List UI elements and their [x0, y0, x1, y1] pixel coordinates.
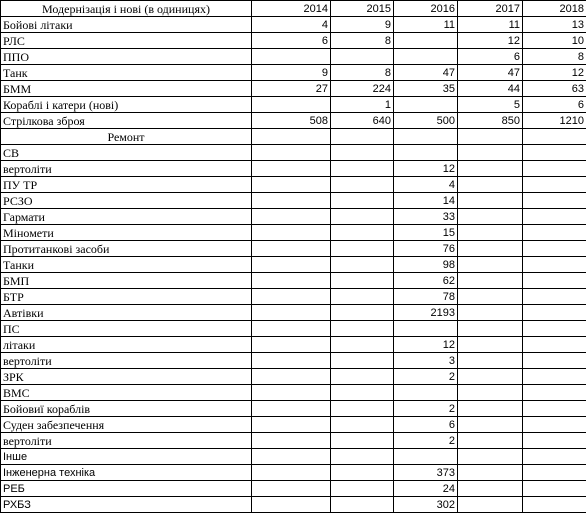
value-cell[interactable] [394, 449, 458, 465]
empty-cell[interactable] [458, 449, 523, 465]
empty-cell[interactable] [523, 481, 586, 497]
value-cell[interactable]: 33 [394, 209, 458, 225]
value-cell[interactable]: 11 [458, 17, 523, 33]
value-cell[interactable]: 508 [252, 113, 331, 129]
empty-cell[interactable] [331, 193, 394, 209]
value-cell[interactable]: 35 [394, 81, 458, 97]
empty-cell[interactable] [252, 353, 331, 369]
table-row [1, 81, 586, 97]
empty-cell[interactable] [523, 177, 586, 193]
row-label-cell[interactable]: БТР [1, 289, 252, 305]
empty-cell[interactable] [394, 129, 458, 145]
empty-cell[interactable] [458, 241, 523, 257]
value-cell[interactable]: 98 [394, 257, 458, 273]
table-row [1, 225, 586, 241]
empty-cell[interactable] [523, 433, 586, 449]
row-label-cell[interactable]: вертоліти [1, 433, 252, 449]
year-cell[interactable]: 2017 [458, 1, 523, 17]
empty-cell[interactable] [523, 145, 586, 161]
value-cell[interactable]: 373 [394, 465, 458, 481]
empty-cell[interactable] [458, 225, 523, 241]
value-cell[interactable]: 76 [394, 241, 458, 257]
empty-cell[interactable] [252, 369, 331, 385]
table-row [1, 289, 586, 305]
empty-cell[interactable] [331, 273, 394, 289]
empty-cell[interactable] [331, 353, 394, 369]
empty-cell[interactable] [523, 401, 586, 417]
empty-cell[interactable] [458, 289, 523, 305]
empty-cell[interactable] [458, 145, 523, 161]
empty-cell[interactable] [458, 465, 523, 481]
value-cell[interactable]: 1 [331, 97, 394, 113]
empty-cell[interactable] [523, 193, 586, 209]
value-cell[interactable]: 27 [252, 81, 331, 97]
value-cell[interactable]: 12 [394, 161, 458, 177]
empty-cell[interactable] [458, 177, 523, 193]
row-label-cell[interactable]: РЕБ [1, 481, 252, 497]
row-label-cell[interactable]: Інше [1, 449, 252, 465]
empty-cell[interactable] [523, 449, 586, 465]
empty-cell[interactable] [331, 321, 394, 337]
empty-cell[interactable] [252, 449, 331, 465]
table-row [1, 481, 586, 497]
value-cell[interactable] [394, 97, 458, 113]
value-cell[interactable]: 47 [458, 65, 523, 81]
row-label-cell[interactable]: ЗРК [1, 369, 252, 385]
empty-cell[interactable] [331, 369, 394, 385]
empty-cell[interactable] [331, 161, 394, 177]
empty-cell[interactable] [252, 321, 331, 337]
table-row [1, 161, 586, 177]
table-row [1, 417, 586, 433]
value-cell[interactable]: 8 [331, 65, 394, 81]
empty-cell[interactable] [252, 193, 331, 209]
empty-cell[interactable] [458, 273, 523, 289]
empty-cell[interactable] [252, 129, 331, 145]
empty-cell[interactable] [458, 385, 523, 401]
empty-cell[interactable] [523, 273, 586, 289]
empty-cell[interactable] [252, 161, 331, 177]
table-row [1, 385, 586, 401]
table-row [1, 449, 586, 465]
empty-cell[interactable] [458, 305, 523, 321]
value-cell[interactable]: 78 [394, 289, 458, 305]
year-cell[interactable]: 2015 [331, 1, 394, 17]
value-cell[interactable] [394, 145, 458, 161]
value-cell[interactable]: 12 [394, 337, 458, 353]
empty-cell[interactable] [252, 417, 331, 433]
empty-cell[interactable] [458, 417, 523, 433]
value-cell[interactable]: 850 [458, 113, 523, 129]
value-cell[interactable]: 63 [523, 81, 586, 97]
empty-cell[interactable] [523, 321, 586, 337]
value-cell[interactable]: 13 [523, 17, 586, 33]
empty-cell[interactable] [331, 305, 394, 321]
value-cell[interactable] [252, 49, 331, 65]
empty-cell[interactable] [331, 497, 394, 513]
row-label-cell[interactable]: БММ [1, 81, 252, 97]
table-row [1, 65, 586, 81]
row-label-cell[interactable]: Стрілкова зброя [1, 113, 252, 129]
row-label-cell[interactable]: РЛС [1, 33, 252, 49]
empty-cell[interactable] [458, 401, 523, 417]
value-cell[interactable]: 5 [458, 97, 523, 113]
value-cell[interactable]: 6 [523, 97, 586, 113]
empty-cell[interactable] [252, 497, 331, 513]
row-label-cell[interactable]: ПУ ТР [1, 177, 252, 193]
empty-cell[interactable] [523, 225, 586, 241]
table-row [1, 113, 586, 129]
value-cell[interactable]: 12 [458, 33, 523, 49]
table-row [1, 369, 586, 385]
value-cell[interactable]: 4 [252, 17, 331, 33]
value-cell[interactable]: 2 [394, 369, 458, 385]
value-cell[interactable]: 14 [394, 193, 458, 209]
empty-cell[interactable] [252, 273, 331, 289]
value-cell[interactable]: 47 [394, 65, 458, 81]
empty-cell[interactable] [331, 177, 394, 193]
empty-cell[interactable] [523, 257, 586, 273]
value-cell[interactable]: 3 [394, 353, 458, 369]
empty-cell[interactable] [523, 497, 586, 513]
table-row [1, 209, 586, 225]
spreadsheet-body [1, 1, 586, 513]
empty-cell[interactable] [252, 241, 331, 257]
row-label-cell[interactable]: Бойові літаки [1, 17, 252, 33]
value-cell[interactable] [394, 49, 458, 65]
empty-cell[interactable] [331, 465, 394, 481]
empty-cell[interactable] [252, 385, 331, 401]
row-label-cell[interactable]: вертоліти [1, 161, 252, 177]
value-cell[interactable]: 15 [394, 225, 458, 241]
value-cell[interactable]: 11 [394, 17, 458, 33]
empty-cell[interactable] [331, 433, 394, 449]
value-cell[interactable] [394, 385, 458, 401]
table-row [1, 497, 586, 513]
empty-cell[interactable] [252, 305, 331, 321]
empty-cell[interactable] [331, 129, 394, 145]
empty-cell[interactable] [523, 337, 586, 353]
empty-cell[interactable] [331, 209, 394, 225]
empty-cell[interactable] [458, 497, 523, 513]
value-cell[interactable]: 44 [458, 81, 523, 97]
empty-cell[interactable] [331, 257, 394, 273]
empty-cell[interactable] [252, 145, 331, 161]
empty-cell[interactable] [523, 465, 586, 481]
empty-cell[interactable] [523, 305, 586, 321]
empty-cell[interactable] [523, 129, 586, 145]
table-row [1, 241, 586, 257]
value-cell[interactable]: 640 [331, 113, 394, 129]
value-cell[interactable]: 9 [252, 65, 331, 81]
year-cell[interactable]: 2018 [523, 1, 586, 17]
empty-cell[interactable] [458, 337, 523, 353]
value-cell[interactable]: 6 [458, 49, 523, 65]
empty-cell[interactable] [331, 481, 394, 497]
row-label-cell[interactable]: Бойовиї кораблів [1, 401, 252, 417]
row-label-cell[interactable]: Інженерна техніка [1, 465, 252, 481]
value-cell[interactable]: 2 [394, 401, 458, 417]
value-cell[interactable] [331, 49, 394, 65]
empty-cell[interactable] [458, 433, 523, 449]
table-row [1, 97, 586, 113]
row-label-cell[interactable]: Міномети [1, 225, 252, 241]
table-row [1, 33, 586, 49]
row-label-cell[interactable]: Кораблі і катери (нові) [1, 97, 252, 113]
year-cell[interactable]: 2016 [394, 1, 458, 17]
empty-cell[interactable] [252, 177, 331, 193]
value-cell[interactable]: 1210 [523, 113, 586, 129]
row-label-cell[interactable]: Гармати [1, 209, 252, 225]
table-row [1, 433, 586, 449]
table-row [1, 257, 586, 273]
row-label-cell[interactable]: вертоліти [1, 353, 252, 369]
empty-cell[interactable] [331, 337, 394, 353]
table-row [1, 17, 586, 33]
table-row [1, 193, 586, 209]
repair-header-row [1, 129, 586, 145]
value-cell[interactable]: 2193 [394, 305, 458, 321]
empty-cell[interactable] [331, 385, 394, 401]
empty-cell[interactable] [331, 241, 394, 257]
empty-cell[interactable] [252, 289, 331, 305]
value-cell[interactable]: 8 [523, 49, 586, 65]
empty-cell[interactable] [252, 225, 331, 241]
table-row [1, 353, 586, 369]
value-cell[interactable]: 4 [394, 177, 458, 193]
table-row [1, 401, 586, 417]
table-row [1, 305, 586, 321]
value-cell[interactable]: 2 [394, 433, 458, 449]
empty-cell[interactable] [458, 257, 523, 273]
table-row [1, 145, 586, 161]
table-row [1, 273, 586, 289]
value-cell[interactable]: 302 [394, 497, 458, 513]
value-cell[interactable]: 224 [331, 81, 394, 97]
empty-cell[interactable] [458, 209, 523, 225]
value-cell[interactable]: 10 [523, 33, 586, 49]
empty-cell[interactable] [252, 337, 331, 353]
empty-cell[interactable] [523, 353, 586, 369]
empty-cell[interactable] [252, 209, 331, 225]
value-cell[interactable] [252, 97, 331, 113]
empty-cell[interactable] [523, 385, 586, 401]
table-row [1, 337, 586, 353]
table-row [1, 465, 586, 481]
value-cell[interactable] [394, 33, 458, 49]
table-row [1, 321, 586, 337]
header-row [1, 1, 586, 17]
empty-cell[interactable] [252, 401, 331, 417]
table-row [1, 49, 586, 65]
header-title-cell[interactable]: Модернізація і нові (в одиницях) [1, 1, 252, 17]
empty-cell[interactable] [458, 161, 523, 177]
empty-cell[interactable] [523, 417, 586, 433]
empty-cell[interactable] [331, 401, 394, 417]
empty-cell[interactable] [331, 449, 394, 465]
row-label-cell[interactable]: РХБЗ [1, 497, 252, 513]
row-label-cell[interactable]: БМП [1, 273, 252, 289]
row-label-cell[interactable]: Протитанкові засоби [1, 241, 252, 257]
year-cell[interactable]: 2014 [252, 1, 331, 17]
empty-cell[interactable] [331, 225, 394, 241]
empty-cell[interactable] [458, 369, 523, 385]
repair-header-cell[interactable]: Ремонт [1, 129, 252, 145]
empty-cell[interactable] [331, 417, 394, 433]
row-label-cell[interactable]: Танки [1, 257, 252, 273]
value-cell[interactable]: 8 [331, 33, 394, 49]
value-cell[interactable]: 62 [394, 273, 458, 289]
row-label-cell[interactable]: Танк [1, 65, 252, 81]
value-cell[interactable]: 500 [394, 113, 458, 129]
table-row [1, 177, 586, 193]
empty-cell[interactable] [523, 241, 586, 257]
row-label-cell[interactable]: літаки [1, 337, 252, 353]
empty-cell[interactable] [458, 129, 523, 145]
row-label-cell[interactable]: ПС [1, 321, 252, 337]
empty-cell[interactable] [252, 481, 331, 497]
row-label-cell[interactable]: Суден забезпечення [1, 417, 252, 433]
row-label-cell[interactable]: ВМС [1, 385, 252, 401]
value-cell[interactable] [394, 321, 458, 337]
empty-cell[interactable] [458, 481, 523, 497]
value-cell[interactable]: 24 [394, 481, 458, 497]
row-label-cell[interactable]: СВ [1, 145, 252, 161]
value-cell[interactable]: 9 [331, 17, 394, 33]
empty-cell[interactable] [331, 289, 394, 305]
empty-cell[interactable] [523, 209, 586, 225]
empty-cell[interactable] [458, 353, 523, 369]
empty-cell[interactable] [331, 145, 394, 161]
empty-cell[interactable] [458, 321, 523, 337]
value-cell[interactable]: 12 [523, 65, 586, 81]
row-label-cell[interactable]: РСЗО [1, 193, 252, 209]
empty-cell[interactable] [523, 369, 586, 385]
value-cell[interactable]: 6 [394, 417, 458, 433]
empty-cell[interactable] [252, 433, 331, 449]
empty-cell[interactable] [252, 465, 331, 481]
row-label-cell[interactable]: ППО [1, 49, 252, 65]
empty-cell[interactable] [252, 257, 331, 273]
empty-cell[interactable] [458, 193, 523, 209]
row-label-cell[interactable]: Автівки [1, 305, 252, 321]
empty-cell[interactable] [523, 289, 586, 305]
empty-cell[interactable] [523, 161, 586, 177]
value-cell[interactable]: 6 [252, 33, 331, 49]
